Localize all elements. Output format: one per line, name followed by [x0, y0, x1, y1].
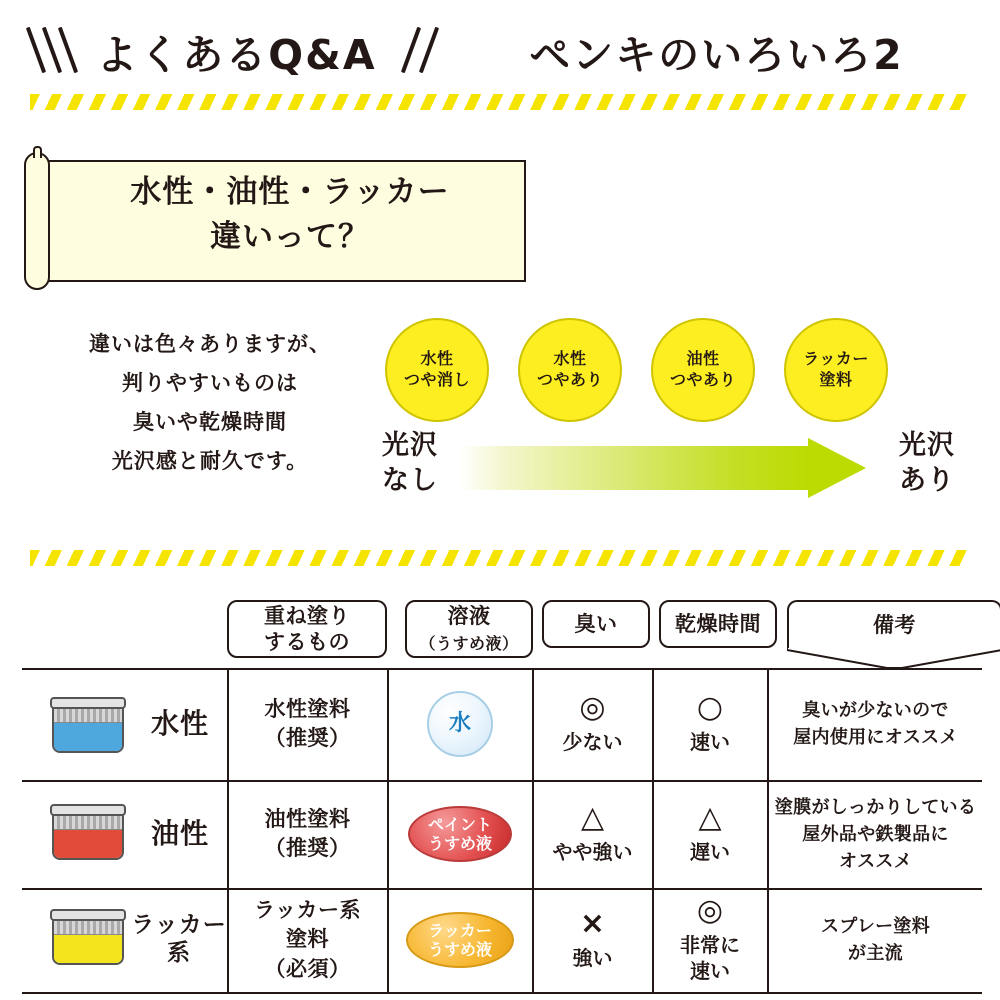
table-rule-3: [22, 992, 982, 994]
row2-recoat-line2: （推奨）: [264, 836, 351, 860]
row2-notes: [769, 782, 982, 886]
solvent-blob-paint-thinner-icon: [408, 806, 512, 862]
gloss-circle-lacquer: [784, 318, 888, 422]
intro-line-1: 違いは色々ありますが、: [89, 332, 331, 356]
row2-solvent-label: ペイント: [427, 814, 492, 834]
row1-notes: [769, 670, 982, 778]
gloss-arrow-head-icon: [808, 438, 866, 498]
gloss-yes-line2: あり: [899, 465, 955, 497]
header-col1-line1: 重ね塗り: [264, 603, 350, 628]
paint-can-icon-oil: [52, 800, 124, 862]
row1-smell-text: 少ない: [562, 730, 623, 754]
row1-dry-text: 速い: [690, 730, 730, 754]
row1-smell-mark: ◎: [579, 690, 606, 725]
paint-can-icon-lacquer: [52, 905, 124, 967]
header-left-title: よくあるQ&A: [96, 31, 377, 79]
gloss-circle-1-line2: つやあり: [536, 370, 603, 389]
row3-dry-text-line1: 非常に: [680, 933, 740, 957]
solvent-blob-water-icon: [427, 691, 493, 757]
gloss-circle-3-line1: ラッカー: [803, 349, 869, 369]
gloss-circle-1-line1: 水性: [553, 349, 587, 369]
header-col1-line2: するもの: [264, 630, 350, 654]
scroll-knob-icon: [33, 146, 42, 158]
table-header-solvent: [405, 600, 533, 658]
row3-recoat-line1: ラッカー系: [253, 897, 362, 922]
row1-drying: [654, 670, 766, 778]
row3-notes: [769, 890, 982, 990]
table-header-drying: 乾燥時間: [659, 600, 777, 648]
row-category-lacquer: [130, 890, 228, 990]
row2-note-line2: 屋外品や鉄製品に: [802, 823, 949, 845]
row2-recoat: [229, 782, 386, 886]
row3-dry-mark: ◎: [696, 893, 724, 928]
gloss-circle-water-gloss: [518, 318, 622, 422]
intro-line-4: 光沢感と耐久です。: [111, 448, 309, 473]
gloss-circle-0-line1: 水性: [420, 349, 454, 369]
header-right-title: ペンキのいろいろ2: [529, 31, 904, 79]
row3-smell-text: 強い: [572, 946, 613, 970]
row1-recoat: [229, 670, 386, 778]
gloss-circle-oil-gloss: [651, 318, 755, 422]
scroll-roll: [24, 152, 50, 290]
gloss-circle-water-matte: [385, 318, 489, 422]
gloss-gradient-arrow: [460, 440, 865, 496]
row3-solvent-label: ラッカー: [428, 920, 492, 940]
row1-solvent: [389, 670, 531, 778]
row2-smell-text: やや強い: [552, 840, 633, 864]
row2-solvent: [389, 782, 531, 886]
intro-line-3: 臭いや乾燥時間: [133, 409, 287, 434]
page-header: [0, 0, 1000, 100]
header-col2-line2: （うすめ液）: [419, 634, 519, 653]
row2-smell: [534, 782, 651, 886]
gloss-yes-line1: 光沢: [899, 430, 955, 461]
gloss-circle-2-line1: 油性: [686, 349, 720, 369]
row2-category-label: 油性: [150, 817, 209, 851]
row2-dry-text: 遅い: [690, 840, 730, 864]
row2-recoat-line1: 油性塗料: [264, 806, 351, 831]
intro-paragraph: [60, 325, 360, 480]
row3-recoat-line2: 塗料: [286, 927, 329, 952]
row3-dry-text-line2: 速い: [690, 959, 730, 983]
gloss-circle-3-line2: 塗料: [819, 370, 853, 389]
row1-recoat-line1: 水性塗料: [264, 696, 351, 721]
row1-note-line2: 屋内使用にオススメ: [793, 727, 958, 748]
row3-note-line2: が主流: [848, 943, 903, 964]
gloss-gradient-bar: [460, 446, 810, 490]
row-category-water: [134, 670, 226, 778]
row3-recoat-line3: （必須）: [264, 956, 351, 981]
scroll-banner-text: [60, 170, 520, 260]
row2-smell-mark: △: [580, 800, 605, 835]
page-title: [0, 22, 1000, 81]
table-header-notes-tail: [787, 646, 1000, 668]
row3-category-label: ラッカー系: [131, 912, 227, 966]
decorative-slashes-middle: [405, 26, 465, 78]
row2-note-line3: オススメ: [838, 850, 913, 872]
gloss-none-line2: なし: [382, 465, 438, 497]
row1-note-line1: 臭いが少ないので: [802, 700, 949, 721]
row2-drying: [654, 782, 766, 886]
intro-line-2: 判りやすいものは: [122, 370, 298, 395]
gloss-label-none: [355, 428, 465, 498]
scroll-line-2: 違いって？: [210, 218, 370, 255]
row2-note-line1: 塗膜がしっかりしている: [774, 796, 977, 818]
row3-note-line1: スプレー塗料: [820, 916, 931, 937]
gloss-none-line1: 光沢: [382, 430, 438, 461]
row1-smell: [534, 670, 651, 778]
row1-category-label: 水性: [150, 707, 209, 741]
row1-recoat-line2: （推奨）: [264, 726, 351, 750]
paint-can-icon-water: [52, 693, 124, 755]
divider-stripe-bottom: [30, 550, 970, 566]
row2-solvent-label2: うすめ液: [427, 834, 492, 853]
table-header-smell: 臭い: [542, 600, 650, 648]
solvent-blob-lacquer-thinner-icon: [406, 912, 514, 968]
row3-drying: [654, 890, 766, 990]
gloss-circle-2-line2: つやあり: [669, 370, 736, 389]
gloss-label-yes: [872, 428, 982, 498]
row2-dry-mark: △: [698, 800, 722, 835]
row3-recoat: [229, 890, 386, 990]
row3-solvent: [389, 890, 531, 990]
header-col2-line1: 溶液: [447, 603, 491, 628]
row3-solvent-label2: うすめ液: [427, 940, 492, 959]
divider-stripe-top: [30, 94, 970, 110]
scroll-line-1: 水性・油性・ラッカー: [130, 174, 450, 210]
row1-dry-mark: ○: [696, 690, 724, 725]
row-category-oil: [134, 782, 226, 886]
row3-smell: [534, 890, 651, 990]
table-header-recoat: [227, 600, 387, 658]
table-header-notes: 備考: [787, 600, 1000, 648]
gloss-circle-0-line2: つや消し: [403, 370, 470, 389]
row1-solvent-label: 水: [448, 710, 471, 736]
row3-smell-mark: ×: [579, 906, 606, 941]
